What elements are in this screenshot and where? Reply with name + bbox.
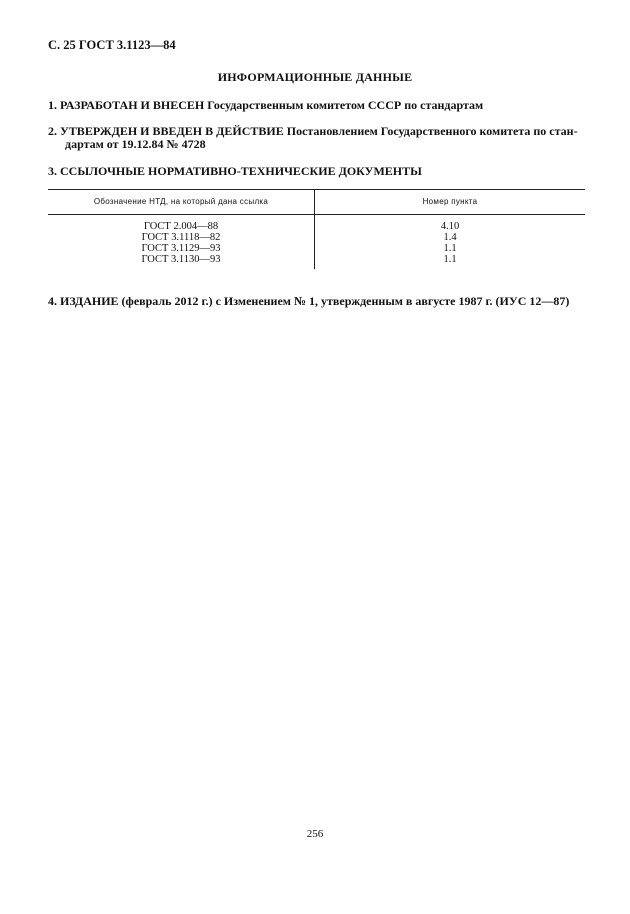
item-text: Постановлением Государственного комитета по стан- [286,124,578,138]
table-header-border [48,214,585,215]
table-cell-clause: 1.4 [443,232,457,243]
page-header: С. 25 ГОСТ 3.1123—84 [48,38,176,52]
table-cell-document: ГОСТ 3.1118—82 [141,232,221,243]
item-heading: УТВЕРЖДЕН И ВВЕДЕН В ДЕЙСТВИЕ [60,124,284,138]
item-number: 4. [48,294,57,308]
table-cell-document: ГОСТ 3.1129—93 [141,243,221,254]
section-title: ИНФОРМАЦИОННЫЕ ДАННЫЕ [217,70,413,84]
item-number: 1. [48,98,57,112]
item-heading: РАЗРАБОТАН И ВНЕСЕН [60,98,205,112]
table-cell-clause: 1.1 [443,243,457,254]
references-table [48,189,585,269]
table-cell-clause: 4.10 [440,221,460,232]
info-item-4 [48,295,584,308]
table-top-border [48,189,585,190]
table-header-document: Обозначение НТД, на который дана ссылка [93,197,269,206]
table-cell-clause: 1.1 [443,254,457,265]
item-heading: ИЗДАНИЕ [60,294,119,308]
info-item-3 [48,165,584,178]
table-cell-document: ГОСТ 3.1130—93 [141,254,221,265]
item-text: Государственным комитетом СССР по стандартам [207,98,484,112]
table-header-clause: Номер пункта [422,197,478,206]
page-number: 256 [306,828,324,840]
info-item-2 [48,125,584,151]
item-number: 2. [48,124,57,138]
item-number: 3. [48,164,57,178]
table-cell-document: ГОСТ 2.004—88 [143,221,219,232]
item-text: (февраль 2012 г.) с Изменением № 1, утвержденным в августе 1987 г. (ИУС 12—87) [121,294,570,308]
item-heading: ССЫЛОЧНЫЕ НОРМАТИВНО-ТЕХНИЧЕСКИЕ ДОКУМЕНТЫ [60,164,422,178]
info-item-1 [48,99,584,112]
item-text-continued: дартам от 19.12.84 № 4728 [65,137,206,151]
